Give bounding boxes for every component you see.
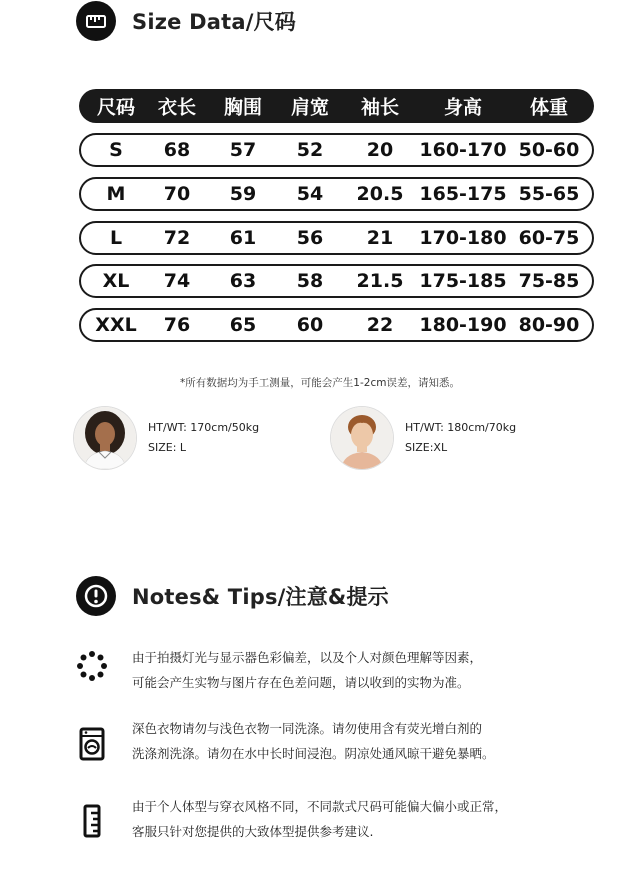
table-cell: L bbox=[109, 227, 123, 249]
table-cell: 80-90 bbox=[518, 314, 580, 336]
model-card-male bbox=[331, 407, 516, 469]
header-cell: 胸围 bbox=[223, 96, 263, 119]
tip-line: 由于拍摄灯光与显示器色彩偏差，以及个人对颜色理解等因素， bbox=[132, 650, 483, 665]
notes-tips-header bbox=[76, 576, 389, 616]
table-cell: 72 bbox=[163, 227, 191, 249]
table-cell: 56 bbox=[296, 227, 324, 249]
table-cell: M bbox=[106, 183, 126, 205]
table-cell: 20.5 bbox=[356, 183, 404, 205]
table-row bbox=[79, 264, 594, 298]
table-cell: 21.5 bbox=[356, 270, 404, 292]
table-cell: 74 bbox=[163, 270, 191, 292]
table-cell: 180-190 bbox=[419, 314, 507, 336]
table-cell: 160-170 bbox=[419, 139, 507, 161]
tip-text bbox=[132, 716, 552, 766]
model-size: SIZE: L bbox=[148, 441, 187, 454]
table-cell: 57 bbox=[229, 139, 257, 161]
tip-item-color bbox=[74, 648, 483, 690]
table-cell: 61 bbox=[229, 227, 257, 249]
header-cell: 体重 bbox=[529, 96, 569, 119]
tip-line: 可能会产生实物与图片存在色差问题，请以收到的实物为准。 bbox=[132, 675, 470, 690]
table-row bbox=[79, 133, 594, 167]
table-cell: 59 bbox=[229, 183, 257, 205]
model-size: SIZE:XL bbox=[405, 441, 448, 454]
avatar bbox=[74, 407, 136, 469]
tip-line: 由于个人体型与穿衣风格不同，不同款式尺码可能偏大偏小或正常， bbox=[132, 799, 508, 814]
table-cell: 52 bbox=[296, 139, 324, 161]
table-cell: S bbox=[109, 139, 123, 161]
table-row bbox=[79, 308, 594, 342]
header-cell: 尺码 bbox=[96, 96, 136, 119]
measurement-note: *所有数据均为手工测量，可能会产生1-2cm误差，请知悉。 bbox=[180, 377, 460, 389]
table-cell: 20 bbox=[366, 139, 394, 161]
model-info bbox=[405, 418, 516, 458]
table-cell: 54 bbox=[296, 183, 324, 205]
tip-item-size bbox=[74, 799, 508, 839]
tip-text bbox=[132, 645, 552, 695]
ruler-icon bbox=[76, 1, 116, 41]
table-cell: 75-85 bbox=[518, 270, 580, 292]
tip-line: 客服只针对您提供的大致体型提供参考建议. bbox=[132, 824, 374, 839]
avatar bbox=[331, 407, 393, 469]
table-cell: 165-175 bbox=[419, 183, 507, 205]
model-card-female bbox=[74, 407, 259, 469]
table-cell: 50-60 bbox=[518, 139, 580, 161]
header-cell: 衣长 bbox=[157, 96, 197, 119]
model-height-weight: HT/WT: 180cm/70kg bbox=[405, 421, 517, 434]
table-cell: 58 bbox=[296, 270, 324, 292]
table-cell: 68 bbox=[163, 139, 191, 161]
tip-text bbox=[132, 794, 552, 844]
table-row bbox=[79, 221, 594, 255]
table-cell: 76 bbox=[163, 314, 191, 336]
header-cell: 袖长 bbox=[360, 96, 400, 119]
table-cell: 60-75 bbox=[518, 227, 580, 249]
table-header-row bbox=[79, 89, 594, 123]
header-cell: 肩宽 bbox=[290, 96, 330, 119]
notes-tips-title: Notes& Tips/注意&提示 bbox=[132, 585, 389, 609]
table-cell: 63 bbox=[229, 270, 257, 292]
size-table bbox=[79, 89, 594, 123]
tip-line: 深色衣物请勿与浅色衣物一同洗涤。请勿使用含有荧光增白剂的 bbox=[132, 721, 483, 736]
alert-icon bbox=[76, 576, 116, 616]
table-cell: XXL bbox=[95, 314, 137, 336]
size-data-header bbox=[76, 1, 296, 41]
table-cell: 55-65 bbox=[518, 183, 580, 205]
table-cell: 70 bbox=[163, 183, 191, 205]
color-dots-icon bbox=[74, 648, 110, 684]
table-cell: XL bbox=[102, 270, 130, 292]
model-info bbox=[148, 418, 259, 458]
size-data-title: Size Data/尺码 bbox=[132, 10, 296, 34]
table-row bbox=[79, 177, 594, 211]
header-cell: 身高 bbox=[443, 96, 483, 119]
table-cell: 175-185 bbox=[419, 270, 507, 292]
table-cell: 22 bbox=[366, 314, 394, 336]
ruler-icon bbox=[74, 803, 110, 839]
tip-line: 洗涤剂洗涤。请勿在水中长时间浸泡。阴凉处通风晾干避免暴晒。 bbox=[132, 746, 495, 761]
washing-machine-icon bbox=[74, 726, 110, 762]
table-cell: 21 bbox=[366, 227, 394, 249]
table-cell: 60 bbox=[296, 314, 324, 336]
tip-item-washing bbox=[74, 721, 495, 762]
model-height-weight: HT/WT: 170cm/50kg bbox=[148, 421, 260, 434]
table-cell: 65 bbox=[229, 314, 257, 336]
table-cell: 170-180 bbox=[419, 227, 507, 249]
